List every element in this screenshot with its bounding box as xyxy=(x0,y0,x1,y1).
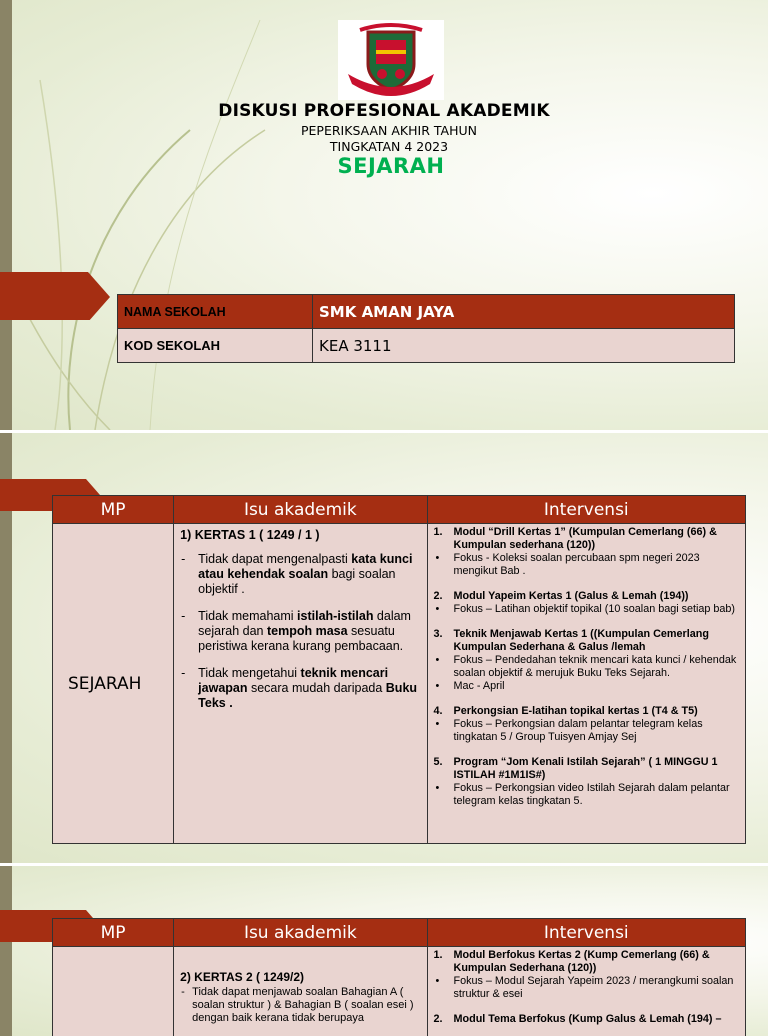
issue-emphasis: istilah-istilah xyxy=(297,609,373,623)
intervention-item xyxy=(432,756,741,808)
issue-text: dalam sejarah dan xyxy=(198,609,411,638)
item-title: Perkongsian E-latihan topikal kertas 1 (T4 & T5) xyxy=(454,705,698,717)
bullet-text: Fokus – Perkongsian dalam pelantar telegram kelas tingkatan 5 / Group Tuisyen Amjay Sej xyxy=(454,718,703,743)
item-title: Modul “Drill Kertas 1” (Kumpulan Cemerlang (66) & Kumpulan sederhana (120)) xyxy=(454,526,717,551)
item-title: Teknik Menjawab Kertas 1 ((Kumpulan Cemerlang Kumpulan Sederhana & Galus /lemah xyxy=(454,628,709,653)
left-accent-bar xyxy=(0,0,12,430)
intervention-item xyxy=(432,526,741,578)
school-name-row xyxy=(118,295,735,329)
item-title: Modul Tema Berfokus (Kump Galus & Lemah (194) – xyxy=(454,1013,722,1025)
bullet-dot: • xyxy=(436,552,440,565)
page-title: DISKUSI PROFESIONAL AKADEMIK xyxy=(0,101,768,121)
intervention-heading xyxy=(432,949,741,975)
issue-text: Tidak dapat menjawab soalan Bahagian A ( soalan struktur ) & Bahagian B ( soalan esei ) dengan baik kerana tidak berupaya xyxy=(192,986,413,1024)
school-code-label: KOD SEKOLAH xyxy=(118,329,313,363)
school-name-label: NAMA SEKOLAH xyxy=(118,295,313,329)
school-code-row xyxy=(118,329,735,363)
intervention-heading xyxy=(432,526,741,552)
issue-item xyxy=(180,986,420,1025)
item-title: Modul Berfokus Kertas 2 (Kump Cemerlang (66) & Kumpulan Sederhana (120)) xyxy=(454,949,710,974)
subject-title: SEJARAH xyxy=(0,154,768,178)
table-header-row xyxy=(53,496,746,524)
intervention-item xyxy=(432,590,741,616)
intervention-item xyxy=(432,705,741,744)
bullet-dot: • xyxy=(436,654,440,667)
intervention-heading xyxy=(432,756,741,782)
intervention-bullet xyxy=(432,782,741,808)
intervention-bullet xyxy=(432,552,741,578)
intervention-item xyxy=(432,949,741,1001)
issue-text: bagi soalan objektif . xyxy=(198,567,395,596)
issue-text: Tidak memahami xyxy=(198,609,297,623)
intervention-bullet xyxy=(432,603,741,616)
item-number: 4. xyxy=(434,705,443,718)
bullet-text: Fokus – Perkongsian video Istilah Sejarah dalam pelantar telegram kelas tingkatan 5. xyxy=(454,782,730,807)
bullet-dot: • xyxy=(436,603,440,616)
dash-bullet: - xyxy=(181,552,185,567)
subject-cell xyxy=(53,947,174,1036)
issue-item xyxy=(180,609,420,654)
issue-emphasis: tempoh masa xyxy=(267,624,348,638)
issue-text: sesuatu peristiwa kerana kurang pembacaan. xyxy=(198,624,403,653)
issue-heading: 1) KERTAS 1 ( 1249 / 1 ) xyxy=(180,528,420,542)
issue-item xyxy=(180,666,420,711)
issue-text: Tidak dapat mengenalpasti xyxy=(198,552,351,566)
header-isu: Isu akademik xyxy=(174,496,427,524)
intervention-heading xyxy=(432,705,741,718)
bullet-dot: • xyxy=(436,680,440,693)
academic-issues-table xyxy=(52,495,746,844)
bullet-text: Fokus – Modul Sejarah Yapeim 2023 / merangkumi soalan struktur & esei xyxy=(454,975,734,1000)
school-info-table xyxy=(117,294,735,363)
intervention-item xyxy=(432,628,741,693)
issue-item xyxy=(180,552,420,597)
form-year-subtitle: TINGKATAN 4 2023 xyxy=(0,139,768,154)
intervention-bullet xyxy=(432,975,741,1001)
header-mp: MP xyxy=(53,496,174,524)
table-row xyxy=(53,947,746,1036)
academic-issues-table xyxy=(52,918,746,1036)
header-isu: Isu akademik xyxy=(174,919,427,947)
arrow-accent xyxy=(0,272,112,320)
intervention-item xyxy=(432,1013,741,1026)
bullet-text: Fokus – Latihan objektif topikal (10 soalan bagi setiap bab) xyxy=(454,603,736,615)
intervention-cell xyxy=(427,524,745,844)
dash-bullet: - xyxy=(181,609,185,624)
title-slide xyxy=(0,0,768,430)
intervention-heading xyxy=(432,1013,741,1026)
item-number: 1. xyxy=(434,949,443,962)
bullet-dot: • xyxy=(436,718,440,731)
item-number: 2. xyxy=(434,1013,443,1026)
intervention-bullet xyxy=(432,680,741,693)
item-number: 1. xyxy=(434,526,443,539)
subject-cell: SEJARAH xyxy=(53,524,174,844)
paper1-slide xyxy=(0,433,768,863)
issue-text: secara mudah daripada xyxy=(248,681,386,695)
exam-subtitle: PEPERIKSAAN AKHIR TAHUN xyxy=(0,123,768,138)
item-number: 2. xyxy=(434,590,443,603)
header-intervensi: Intervensi xyxy=(427,919,745,947)
bullet-dot: • xyxy=(436,975,440,988)
intervention-heading xyxy=(432,590,741,603)
issues-cell xyxy=(174,524,427,844)
issue-emphasis: kata kunci atau kehendak soalan xyxy=(198,552,412,581)
bullet-text: Mac - April xyxy=(454,680,505,692)
header-mp: MP xyxy=(53,919,174,947)
intervention-bullet xyxy=(432,654,741,680)
school-crest-icon xyxy=(338,20,444,100)
issues-cell xyxy=(174,947,427,1036)
intervention-cell xyxy=(427,947,745,1036)
paper2-slide xyxy=(0,866,768,1036)
dash-bullet: - xyxy=(181,666,185,681)
table-row xyxy=(53,524,746,844)
issue-emphasis: teknik mencari jawapan xyxy=(198,666,388,695)
school-name-value: SMK AMAN JAYA xyxy=(313,295,735,329)
item-number: 3. xyxy=(434,628,443,641)
table-header-row xyxy=(53,919,746,947)
bullet-dot: • xyxy=(436,782,440,795)
school-code-value: KEA 3111 xyxy=(313,329,735,363)
issue-emphasis: Buku Teks . xyxy=(198,681,417,710)
item-title: Program “Jom Kenali Istilah Sejarah” ( 1 MINGGU 1 ISTILAH #1M1IS#) xyxy=(454,756,718,781)
header-intervensi: Intervensi xyxy=(427,496,745,524)
issue-heading: 2) KERTAS 2 ( 1249/2) xyxy=(180,971,420,984)
bullet-text: Fokus - Koleksi soalan percubaan spm negeri 2023 mengikut Bab . xyxy=(454,552,700,577)
intervention-heading xyxy=(432,628,741,654)
item-title: Modul Yapeim Kertas 1 (Galus & Lemah (194)) xyxy=(454,590,689,602)
dash-bullet: - xyxy=(181,986,185,999)
bullet-text: Fokus – Pendedahan teknik mencari kata kunci / kehendak soalan objektif & merujuk Buku Teks Sejarah. xyxy=(454,654,737,679)
issue-text: Tidak mengetahui xyxy=(198,666,300,680)
intervention-bullet xyxy=(432,718,741,744)
item-number: 5. xyxy=(434,756,443,769)
